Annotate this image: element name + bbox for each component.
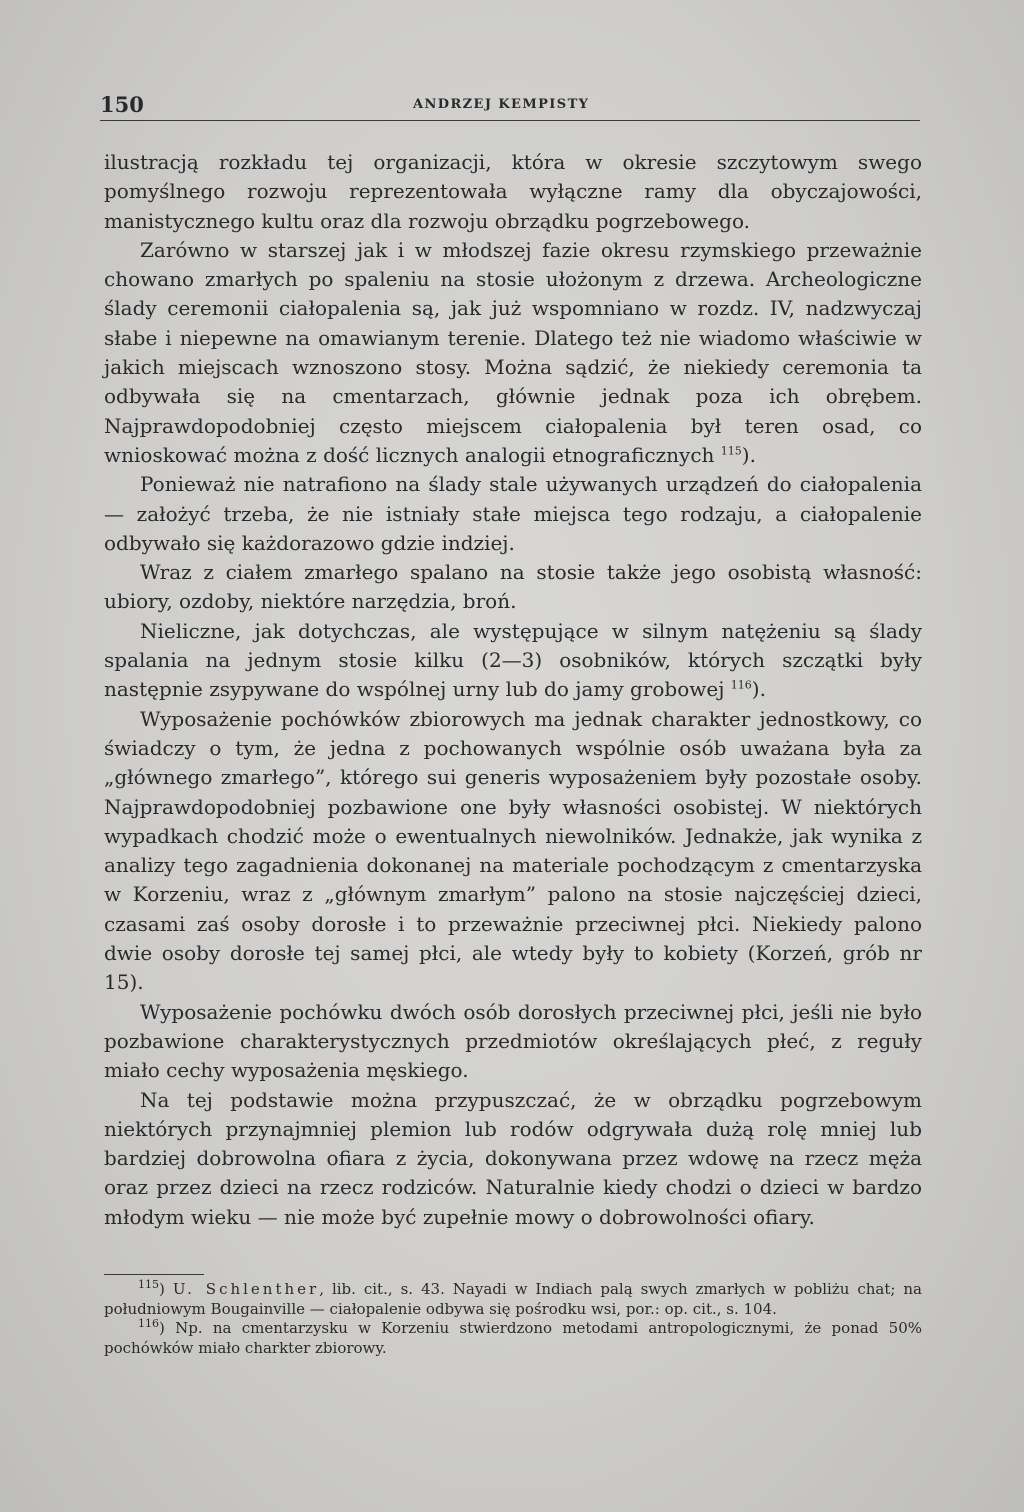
page-number: 150: [100, 92, 144, 117]
footnote-divider: [104, 1274, 204, 1275]
body-text: [104, 148, 922, 1232]
footnote-text: , lib. cit., s. 43. Nayadi w Indiach palą swych zmarłych w pobliżu chat; na południowym Bougainville — ciałopalenie odbywa się pośrodku wsi, por.: op. cit., s. 104.: [104, 1280, 923, 1318]
footnote-text: Np. na cmentarzysku w Korzeniu stwierdzono metodami antropologicznymi, że ponad 50% pochówków miało charkter zbiorowy.: [104, 1319, 923, 1357]
footnote-ref: 115: [720, 444, 742, 458]
paragraph: [104, 617, 922, 705]
footnotes: [104, 1280, 922, 1358]
footnote-number: 115: [138, 1278, 159, 1291]
footnote-number: 116: [138, 1317, 159, 1331]
paragraph: Wyposażenie pochówków zbiorowych ma jednak charakter jednostkowy, co świadczy o tym, że jedna z pochowanych wspólnie osób uważana była za „głównego zmarłego”, którego sui generis wyposażeniem były pozostałe osoby. Najprawdopodobniej pozbawione one były własności osobistej. W niektórych wypadkach chodzić może o ewentualnych niewolników. Jednakże, jak wynika z analizy tego zagadnienia dokonanej na materiale pochodzącym z cmentarzyska w Korzeniu, wraz z „głównym zmarłym” palono na stosie najczęściej dzieci, czasami zaś osoby dorosłe i to przeważnie przeciwnej płci. Niekiedy palono dwie osoby dorosłe tej samej płci, ale wtedy były to kobiety (Korzeń, grób nr 15).: [104, 706, 922, 995]
paragraph-text: ).: [741, 442, 756, 467]
paragraph: ilustracją rozkładu tej organizacji, która w okresie szczytowym swego pomyślnego rozwoju reprezentowała wyłączne ramy dla obyczajowości, manistycznego kultu oraz dla rozwoju obrządku pogrzebowego.: [104, 150, 922, 233]
page-header: [100, 94, 920, 121]
running-head: ANDRZEJ KEMPISTY: [413, 97, 590, 112]
paragraph: Na tej podstawie można przypuszczać, że w obrządku pogrzebowym niektórych przynajmniej plemion lub rodów odgrywała dużą rolę mniej lub bardziej dobrowolna ofiara z życia, dokonywana przez wdowę na rzecz męża oraz przez dzieci na rzecz rodziców. Naturalnie kiedy chodzi o dzieci w bardzo młodym wieku — nie może być zupełnie mowy o dobrowolności ofiary.: [104, 1087, 922, 1229]
paragraph: Wraz z ciałem zmarłego spalano na stosie także jego osobistą własność: ubiory, ozdoby, niektóre narzędzia, broń.: [104, 560, 922, 614]
footnote-116: $^{116}$) Np. na cmentarzysku w Korzeniu stwierdzono metodami antropologicznymi, że ponad 50% pochówków miało charkter zbiorowy.: [104, 1317, 923, 1357]
paragraph-text: Zarówno w starszej jak i w młodszej fazie okresu rzymskiego przeważnie chowano zmarłych po spaleniu na stosie ułożonym z drzewa. Archeologiczne ślady ceremonii ciałopalenia są, jak już wspomniano w rozdz. IV, nadzwyczaj słabe i niepewne na omawianym terenie. Dlatego też nie wiadomo właściwie w jakich miejscach wznoszono stosy. Można sądzić, że niekiedy ceremonia ta odbywała się na cmentarzach, głównie jednak poza ich obrębem. Najprawdopodobniej często miejscem ciałopalenia był teren osad, co wnioskować można z dość licznych analogii etnograficznych: [104, 237, 922, 467]
paragraph: [104, 236, 922, 470]
paragraph-text: ).: [751, 677, 766, 702]
paragraph: Ponieważ nie natrafiono na ślady stale używanych urządzeń do ciałopalenia — założyć trzeba, że nie istniały stałe miejsca tego rodzaju, a ciałopalenie odbywało się każdorazowo gdzie indziej.: [104, 472, 922, 555]
footnote-ref: 116: [730, 678, 752, 692]
paragraph: Wyposażenie pochówku dwóch osób dorosłych przeciwnej płci, jeśli nie było pozbawione charakterystycznych przedmiotów określających płeć, z reguły miało cechy wyposażenia męskiego.: [104, 999, 922, 1083]
footnote-115: $^{115}$) U. Schlenther, lib. cit., s. 43. Nayadi w Indiach palą swych zmarłych w pobliżu chat; na południowym Bougainville — ciałopalenie odbywa się pośrodku wsi, por.: op. cit., s. 104.: [104, 1278, 923, 1318]
paragraph-text: Nieliczne, jak dotychczas, ale występujące w silnym natężeniu są ślady spalania na jednym stosie kilku (2—3) osobników, których szczątki były następnie zsypywane do wspólnej urny lub do jamy grobowej: [104, 618, 922, 702]
footnote-author: U. Schlenther: [172, 1280, 320, 1298]
